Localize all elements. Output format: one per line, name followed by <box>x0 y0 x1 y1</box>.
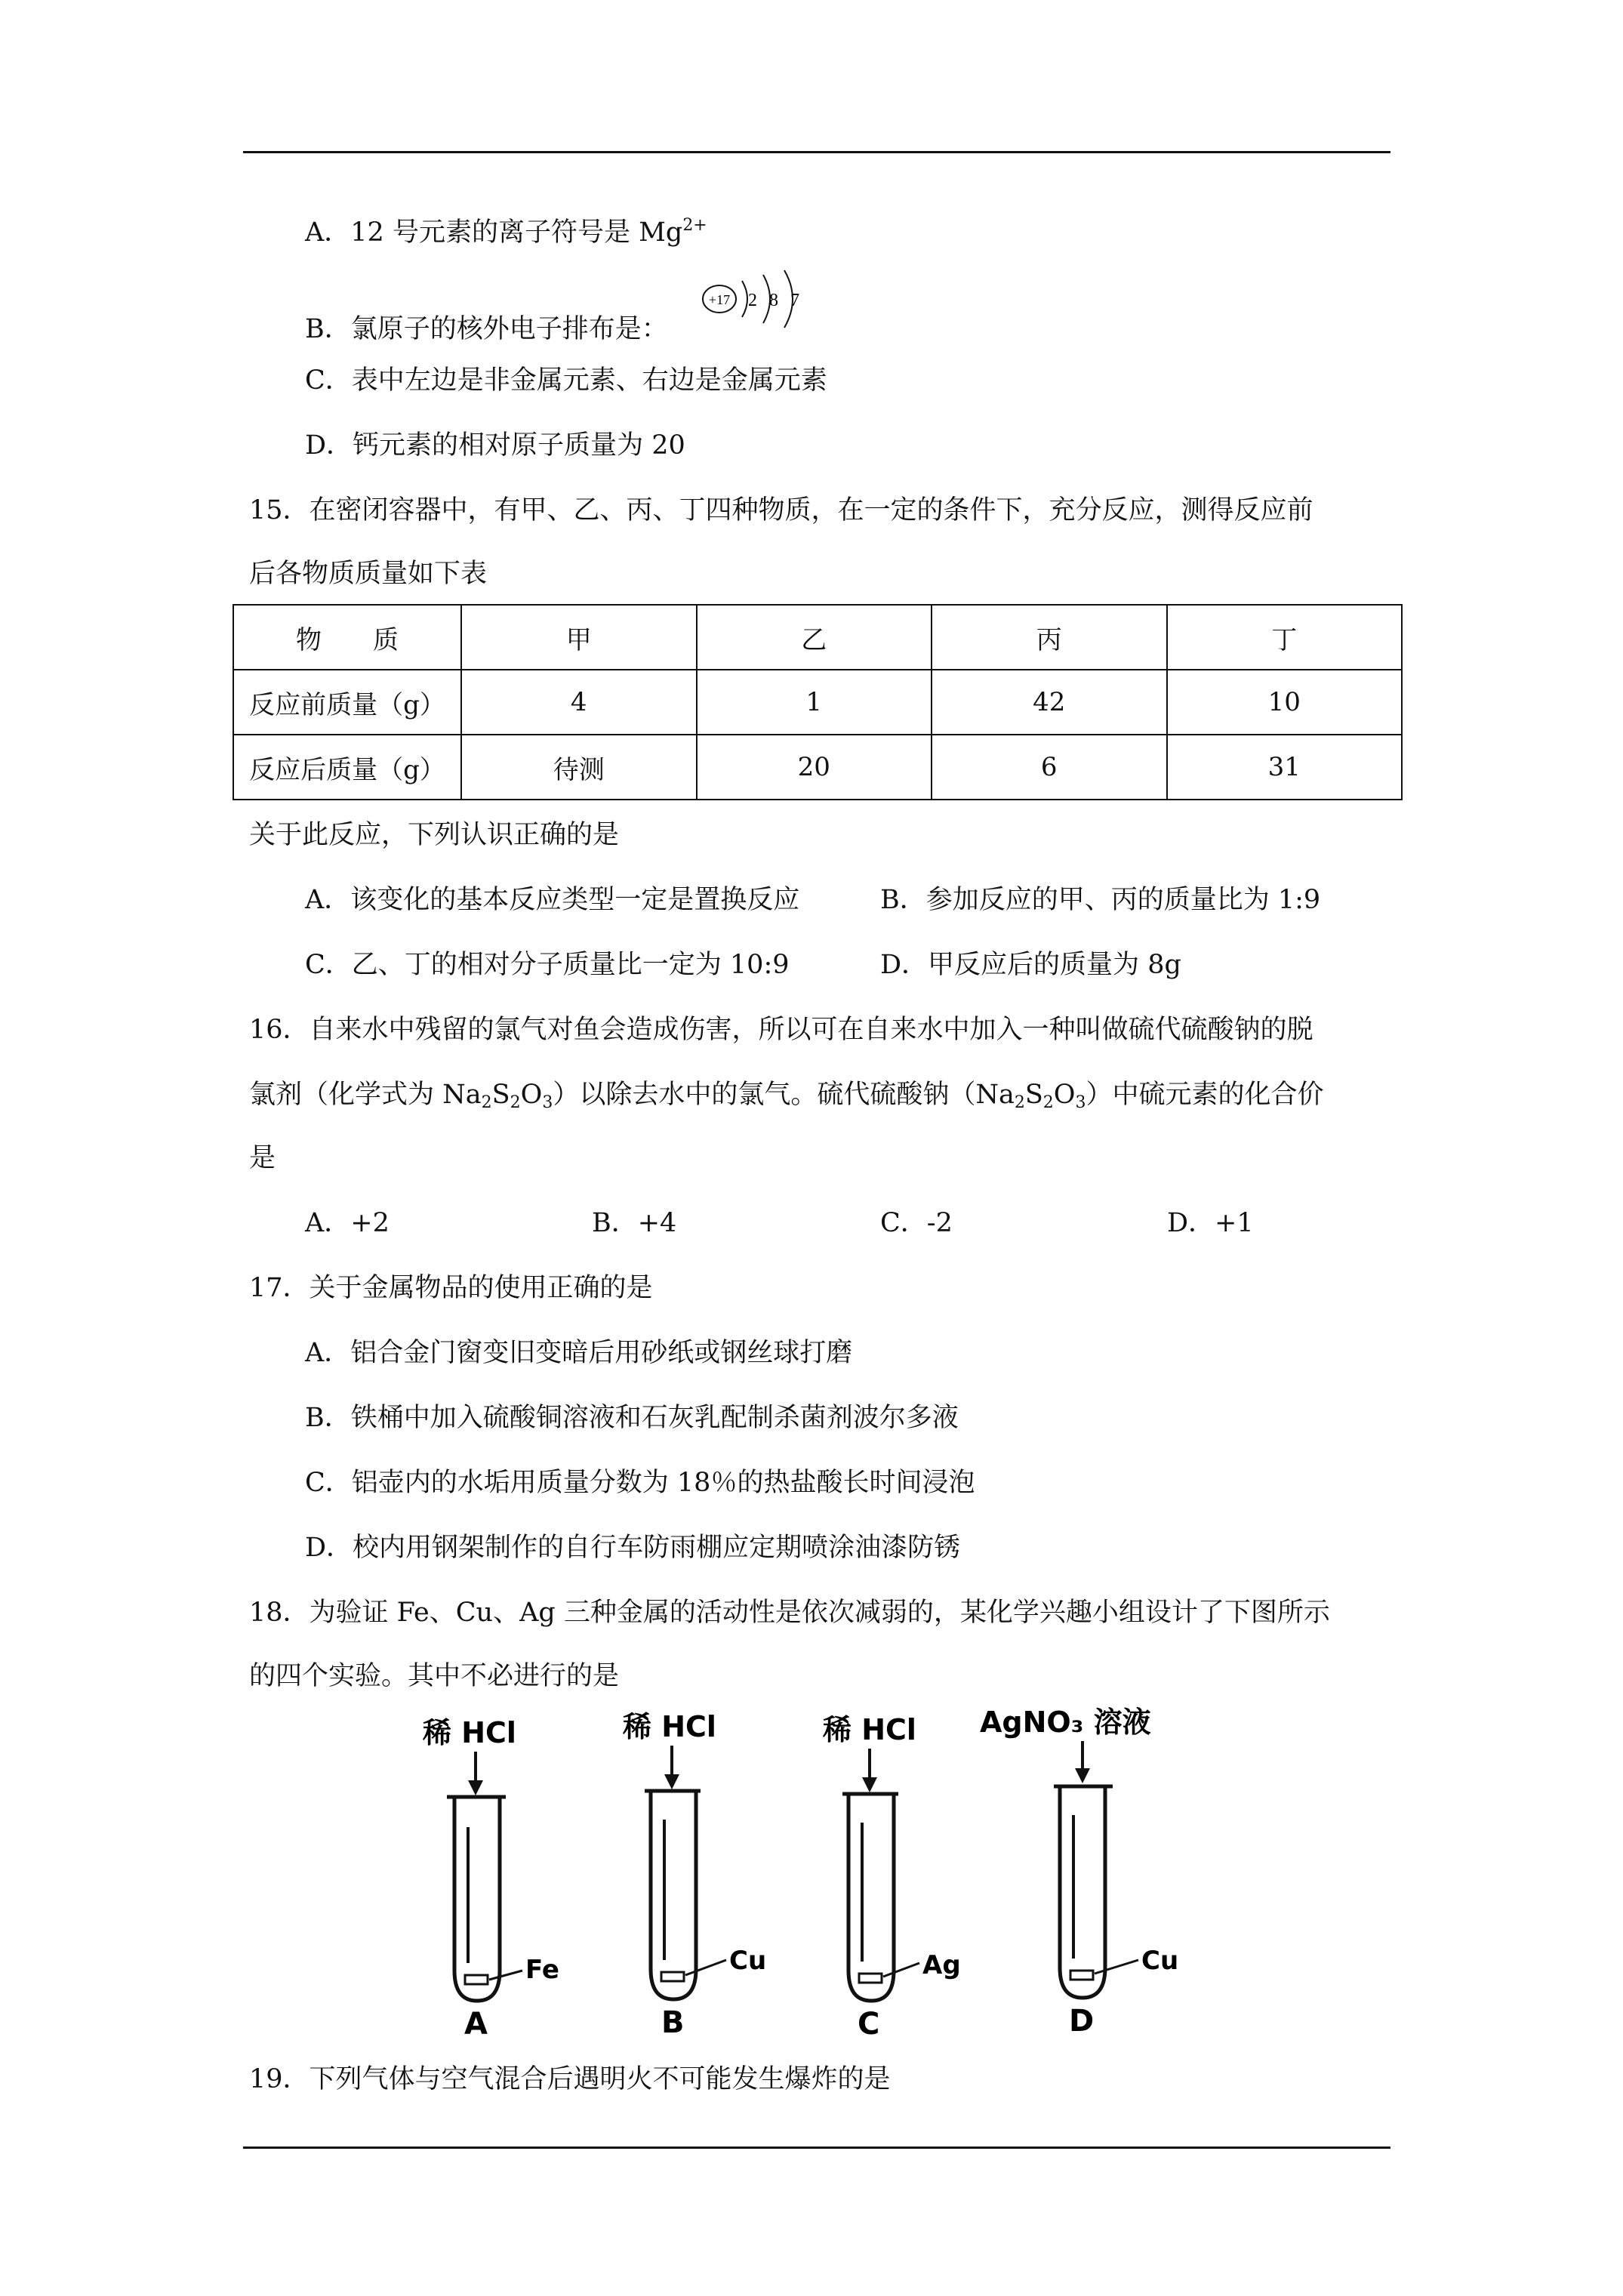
q17-option-c: C．铝壶内的水垢用质量分数为 18％的热盐酸长时间浸泡 <box>305 1468 975 1498</box>
tube-b-metal: Cu <box>729 1946 767 1976</box>
test-tube <box>447 1797 506 2001</box>
q18-stem-line2: 的四个实验。其中不必进行的是 <box>249 1661 620 1691</box>
table-cell: 20 <box>697 735 932 800</box>
q18-stem-line1: 18．为验证 Fe、Cu、Ag 三种金属的活动性是依次减弱的，某化学兴趣小组设计了下图所示 <box>249 1598 1330 1628</box>
q16-stem-line3: 是 <box>249 1143 276 1173</box>
q15-stem-line1: 15．在密闭容器中，有甲、乙、丙、丁四种物质，在一定的条件下，充分反应，测得反应前 <box>249 495 1313 525</box>
nucleus-charge: +17 <box>708 292 731 307</box>
pointer-line <box>489 1971 522 1980</box>
tube-d-reagent: AgNO₃ 溶液 <box>980 1706 1151 1739</box>
pointer-line <box>1095 1960 1138 1974</box>
metal-piece <box>465 1975 488 1984</box>
tube-b-reagent: 稀 HCl <box>623 1710 716 1743</box>
q15-question: 关于此反应，下列认识正确的是 <box>249 820 620 850</box>
header-rule <box>243 151 1390 153</box>
footer-rule <box>243 2147 1390 2149</box>
table-cell: 丁 <box>1167 605 1403 670</box>
tube-c-label: C <box>858 2007 880 2039</box>
arrow-down-icon <box>468 1780 483 1795</box>
table-cell: 反应后质量（g） <box>233 735 461 800</box>
q15-option-d: D．甲反应后的质量为 8g <box>880 950 1181 980</box>
tube-a-reagent: 稀 HCl <box>423 1716 516 1749</box>
q16-stem-line2: 氯剂（化学式为 $Na_2S_2O_3$）以除去水中的氯气。硫代硫酸钠$(Na_2S_2O_3)$中硫元素的化合价 <box>249 1080 1324 1112</box>
tube-d-label: D <box>1069 2004 1095 2039</box>
q19-stem: 19．下列气体与空气混合后遇明火不可能发生爆炸的是 <box>249 2064 891 2094</box>
table-cell: 甲 <box>461 605 697 670</box>
tube-b-label: B <box>661 2005 685 2039</box>
arrow-down-icon <box>1075 1768 1090 1783</box>
test-tube <box>645 1791 701 1999</box>
table-cell: 31 <box>1167 735 1403 800</box>
shell-arc-1 <box>742 281 747 317</box>
shell-count-2: 8 <box>769 291 778 310</box>
tube-c-reagent: 稀 HCl <box>823 1713 916 1746</box>
table-cell: 待测 <box>461 735 697 800</box>
q16-option-d: D．+1 <box>1167 1208 1254 1238</box>
q14-option-b: B．氯原子的核外电子排布是： <box>305 314 668 344</box>
arrow-down-icon <box>664 1774 679 1789</box>
table-cell: 物 质 <box>233 605 461 670</box>
test-tube <box>842 1794 898 2001</box>
q14-option-a: A．12 号元素的离子符号是 $Mg^{2+}$ <box>305 216 707 248</box>
q15-option-a: A．该变化的基本反应类型一定是置换反应 <box>305 885 800 915</box>
arrow-down-icon <box>862 1777 877 1792</box>
q16-option-b: B．+4 <box>592 1208 677 1238</box>
q16-stem-line1: 16．自来水中残留的氯气对鱼会造成伤害，所以可在自来水中加入一种叫做硫代硫酸钠的脱 <box>249 1015 1313 1045</box>
metal-piece <box>1070 1971 1093 1980</box>
metal-piece <box>661 1972 684 1981</box>
q17-option-d: D．校内用钢架制作的自行车防雨棚应定期喷涂油漆防锈 <box>305 1533 961 1563</box>
q14-option-c: C．表中左边是非金属元素、右边是金属元素 <box>305 365 827 396</box>
q14-option-d: D．钙元素的相对原子质量为 20 <box>305 430 685 461</box>
pointer-line <box>685 1960 726 1975</box>
table-row <box>233 735 1402 800</box>
table-cell: 6 <box>932 735 1167 800</box>
q17-stem: 17．关于金属物品的使用正确的是 <box>249 1273 653 1303</box>
q16-option-c: C．-2 <box>880 1208 953 1238</box>
mass-table <box>233 604 1403 800</box>
table-cell: 10 <box>1167 670 1403 735</box>
q17-option-b: B．铁桶中加入硫酸铜溶液和石灰乳配制杀菌剂波尔多液 <box>305 1403 959 1433</box>
tube-b <box>622 1710 766 2039</box>
shell-count-1: 2 <box>748 291 757 310</box>
q17-option-a: A．铝合金门窗变旧变暗后用砂纸或钢丝球打磨 <box>305 1338 853 1368</box>
tube-d <box>980 1706 1178 2039</box>
tube-a <box>422 1716 559 2039</box>
tube-c-metal: Ag <box>922 1950 961 1980</box>
table-cell: 4 <box>461 670 697 735</box>
tube-a-metal: Fe <box>525 1955 559 1985</box>
tube-d-metal: Cu <box>1141 1946 1179 1976</box>
table-row <box>233 670 1402 735</box>
table-cell: 42 <box>932 670 1167 735</box>
q15-option-c: C．乙、丁的相对分子质量比一定为 10:9 <box>305 950 790 980</box>
table-cell: 1 <box>697 670 932 735</box>
table-cell: 乙 <box>697 605 932 670</box>
pointer-line <box>883 1963 919 1977</box>
tube-c <box>822 1713 961 2039</box>
test-tube-diagram <box>393 1706 1238 2039</box>
q15-option-b: B．参加反应的甲、丙的质量比为 1:9 <box>880 885 1321 915</box>
chlorine-electron-shell-diagram <box>698 264 819 332</box>
shell-count-3: 7 <box>790 291 799 310</box>
q16-option-a: A．+2 <box>305 1208 390 1238</box>
test-tube <box>1054 1786 1113 1998</box>
table-cell: 反应前质量（g） <box>233 670 461 735</box>
table-cell: 丙 <box>932 605 1167 670</box>
table-header-row <box>233 605 1402 670</box>
tube-a-label: A <box>464 2007 488 2039</box>
metal-piece <box>859 1974 882 1983</box>
q15-stem-line2: 后各物质质量如下表 <box>249 559 488 589</box>
